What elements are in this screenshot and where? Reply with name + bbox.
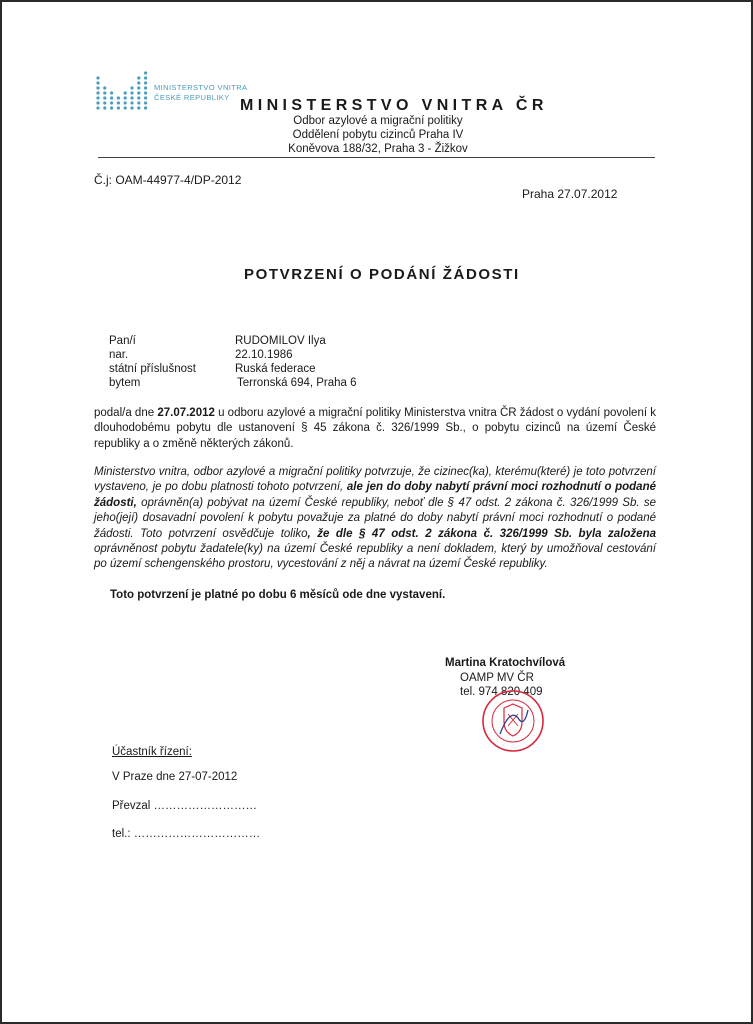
label-birth: nar. bbox=[109, 349, 129, 361]
logo-text-line2: ČESKÉ REPUBLIKY bbox=[154, 93, 230, 102]
submission-text-2: u odboru azylové a migrační politiky Ministerstva vnitra ČR žádost o vydání povolení k dlouhodobému pobytu dle ustanovení § 45 zákona č. 326/1999 Sb., o pobytu cizinců na území České republiky a o změně některých zákonů. bbox=[94, 407, 656, 450]
department-address: Koněvova 188/32, Praha 3 - Žižkov bbox=[288, 143, 468, 155]
confirmation-bold-1: ale jen do doby nabytí právní moci rozhodnutí o podané žádosti, bbox=[94, 481, 656, 509]
participant-phone-line: tel.: …………………………… bbox=[112, 828, 261, 840]
participant-place-date: V Praze dne 27-07-2012 bbox=[112, 771, 238, 783]
ministry-logo-icon bbox=[94, 68, 150, 112]
confirmation-bold-2: , že dle § 47 odst. 2 zákona č. 326/1999 Sb. byla založena bbox=[307, 527, 656, 540]
confirmation-text-1: Ministerstvo vnitra, odbor azylové a migrační politiky potvrzuje, že cizinec(ka), kterému(které) je toto potvrzení vystaveno, je po dobu platnosti tohoto potvrzení, bbox=[94, 466, 656, 494]
official-stamp-icon bbox=[480, 688, 546, 754]
header-divider bbox=[98, 157, 655, 158]
document-title: POTVRZENÍ O PODÁNÍ ŽÁDOSTI bbox=[244, 266, 520, 283]
signatory-name: Martina Kratochvílová bbox=[445, 657, 566, 669]
reference-number: Č.j: OAM-44977-4/DP-2012 bbox=[94, 173, 242, 187]
validity-statement: Toto potvrzení je platné po dobu 6 měsíců ode dne vystavení. bbox=[110, 589, 446, 601]
submission-date: 27.07.2012 bbox=[157, 407, 215, 419]
applicant-citizenship: Ruská federace bbox=[235, 363, 316, 375]
received-by-line: Převzal ……………………… bbox=[112, 800, 258, 812]
logo-text bbox=[154, 83, 247, 103]
ministry-heading: MINISTERSTVO VNITRA ČR bbox=[240, 97, 548, 114]
issue-date: Praha 27.07.2012 bbox=[522, 187, 618, 201]
label-name: Pan/í bbox=[109, 335, 136, 347]
submission-paragraph bbox=[94, 406, 656, 452]
applicant-address: Terronská 694, Praha 6 bbox=[237, 377, 357, 389]
signatory-office: OAMP MV ČR bbox=[460, 672, 534, 684]
signatory-phone: tel. 974 820 409 bbox=[460, 686, 543, 698]
label-address: bytem bbox=[109, 377, 141, 389]
confirmation-paragraph bbox=[94, 465, 656, 573]
participant-heading: Účastník řízení: bbox=[112, 746, 192, 758]
department-line-1: Odbor azylové a migrační politiky bbox=[293, 115, 463, 127]
department-line-2: Oddělení pobytu cizinců Praha IV bbox=[292, 129, 464, 141]
submission-text-1: podal/a dne bbox=[94, 407, 158, 419]
confirmation-text-2: oprávněn(a) pobývat na území České republiky, neboť dle § 47 odst. 2 zákona č. 326/1999 Sb. se jeho(její) dosavadní povolení k pobytu považuje za platné do doby nabytí právní moci rozhodnutí o podané žádosti. Toto potvrzení osvědčuje toliko bbox=[94, 496, 656, 540]
label-citizenship: státní příslušnost bbox=[109, 363, 196, 375]
logo-text-line1: MINISTERSTVO VNITRA bbox=[154, 83, 248, 92]
applicant-name: RUDOMILOV Ilya bbox=[235, 335, 326, 347]
applicant-birth-date: 22.10.1986 bbox=[235, 349, 293, 361]
confirmation-text-3: oprávněnost pobytu žadatele(ky) na území České republiky a není dokladem, který by umožňoval cestování po území schengenského prostoru, vycestování z něj a návrat na území České republiky. bbox=[94, 543, 656, 571]
